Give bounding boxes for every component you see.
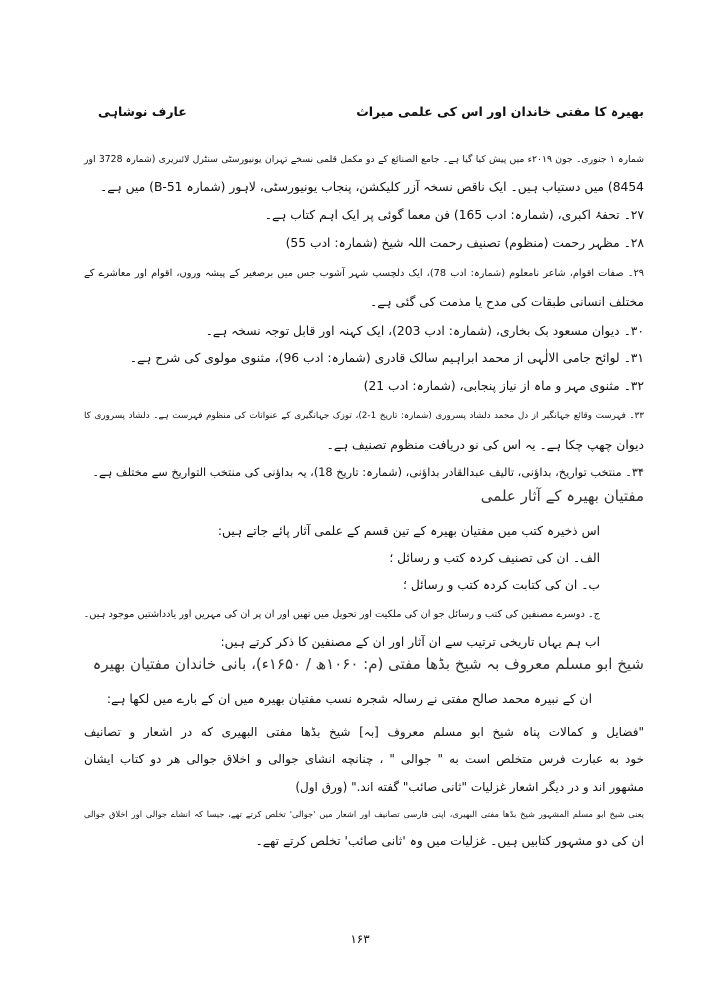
paragraph-line: یعنی شیخ ابو مسلم المشہور شیخ بڈھا مفتی البھیری، اپنی فارسی تصانیف اور اشعار میں 'جوالی' تخلص کرتے تھے، جیسا کہ انشاے جوالی اور اخلاق جوالی — [84, 809, 644, 819]
list-item-29-continued: مختلف انسانی طبقات کی مدح یا مذمت کی گئی ہے۔ — [370, 295, 644, 309]
list-item-30: ۳۰۔ دیوان مسعود بک بخاری، (شمارہ: ادب 203)، ایک کہنہ اور قابل توجہ نسخہ ہے۔ — [205, 324, 644, 338]
paragraph-line: ان کے نبیرہ محمد صالح مفتی نے رسالہ شجرہ نسب مفتیان بھیرہ میں ان کے بارے میں لکھا ہے: — [106, 692, 592, 706]
list-item-be: ب۔ ان کی کتابت کردہ کتب و رسائل ؛ — [403, 578, 600, 592]
list-item-29: ۲۹۔ صفات اقوام، شاعر نامعلوم (شمارہ: ادب 78)، ایک دلچسپ شہر آشوب جس میں برصغیر کے پیشہ وروں، اقوام اور معاشرے کے — [84, 268, 644, 279]
header-author: عارف نوشاہی — [98, 104, 187, 119]
list-item-alif: الف۔ ان کی تصنیف کردہ کتب و رسائل ؛ — [389, 551, 600, 565]
section-heading: مفتیان بھیرہ کے آثار علمی — [480, 487, 644, 505]
header-title: بھیرہ کا مفتی خاندان اور اس کی علمی میراث — [356, 104, 644, 119]
list-item-27: ۲۷۔ تحفۂ اکبری، (شمارہ: ادب 165) فن معما گوئی پر ایک اہم کتاب ہے۔ — [264, 208, 644, 222]
running-header — [98, 104, 644, 126]
paragraph-line: 8454) میں دستیاب ہیں۔ ایک ناقص نسخہ آزر کلیکشن، پنجاب یونیورسٹی، لاہور (شمارہ 51-B) میں ہے۔ — [100, 180, 644, 194]
list-item-28: ۲۸۔ مظہر رحمت (منظوم) تصنیف رحمت اللہ شیخ (شمارہ: ادب 55) — [285, 236, 644, 250]
persian-quote-line: خود به عبارت فرس متخلص است به " جوالی " ، چنانچه انشای جوالی و اخلاق جوالی هر دو کتاب ایشان — [84, 752, 644, 766]
page-number: ۱۶۳ — [350, 932, 370, 946]
persian-quote-line: "فضایل و کمالات پناہ شیخ ابو مسلم معروف [بہ] شیخ بڈھا مفتی البھیری که در اشعار و تصانیف — [84, 725, 644, 739]
list-item-32: ۳۲۔ مثنوی مہر و ماہ از نیاز پنجابی، (شمارہ: ادب 21) — [363, 379, 644, 393]
paragraph-line: شمارہ ۱ جنوری۔ جون ۲۰۱۹ء میں پیش کیا گیا ہے۔ جامع الصنائع کے دو مکمل قلمی نسخے تہران یونیورسٹی سنٹرل لائبریری (شمارہ 3728 اور — [84, 154, 644, 165]
list-item-33: ۳۳۔ فہرست وقائع جہانگیر از دل محمد دلشاد پسروری (شمارہ: تاریخ 1-2)، توزک جہانگیری کے عنوانات کی منظوم فہرست ہے۔ دلشاد پسروری کا — [84, 411, 644, 421]
list-item-31: ۳۱۔ لوائح جامی الالٰہی از محمد ابراہیم سالک قادری (شمارہ: ادب 96)، مثنوی مولوی کی شرح ہے۔ — [129, 351, 644, 365]
list-item-34: ۳۴۔ منتخب تواریخ، بداؤنی، تالیف عبدالقادر بداؤنی، (شمارہ: تاریخ 18)، یہ بداؤنی کی منتخب التواریخ سے مختلف ہے۔ — [92, 466, 644, 479]
list-item-jim: ج۔ دوسرے مصنفین کی کتب و رسائل جو ان کی ملکیت اور تحویل میں تھیں اور ان پر ان کی مہریں اور یادداشتیں موجود ہیں۔ — [83, 609, 600, 620]
subsection-heading: شیخ ابو مسلم معروف بہ شیخ بڈھا مفتی (م: ۱۰۶۰ھ / ۱۶۵۰ء)، بانی خاندان مفتیان بھیرہ — [92, 655, 644, 673]
paragraph-line: اس ذخیرہ کتب میں مفتیان بھیرہ کے تین قسم کے علمی آثار پائے جاتے ہیں: — [217, 524, 600, 538]
persian-quote-line: مشهور اند و در دیگر اشعار غزلیات "ثانی صائب" گفته اند." (ورق اول) — [295, 780, 644, 794]
paragraph-line: ان کی دو مشہور کتابیں ہیں۔ غزلیات میں وہ 'ثانی صائب' تخلص کرتے تھے۔ — [255, 834, 644, 848]
list-item-33-continued: دیوان چھپ چکا ہے۔ یہ اس کی نو دریافت منظوم تصنیف ہے۔ — [326, 438, 644, 452]
paragraph-line: اب ہم یہاں تاریخی ترتیب سے ان آثار اور ان کے مصنفین کا ذکر کرتے ہیں: — [220, 635, 600, 649]
